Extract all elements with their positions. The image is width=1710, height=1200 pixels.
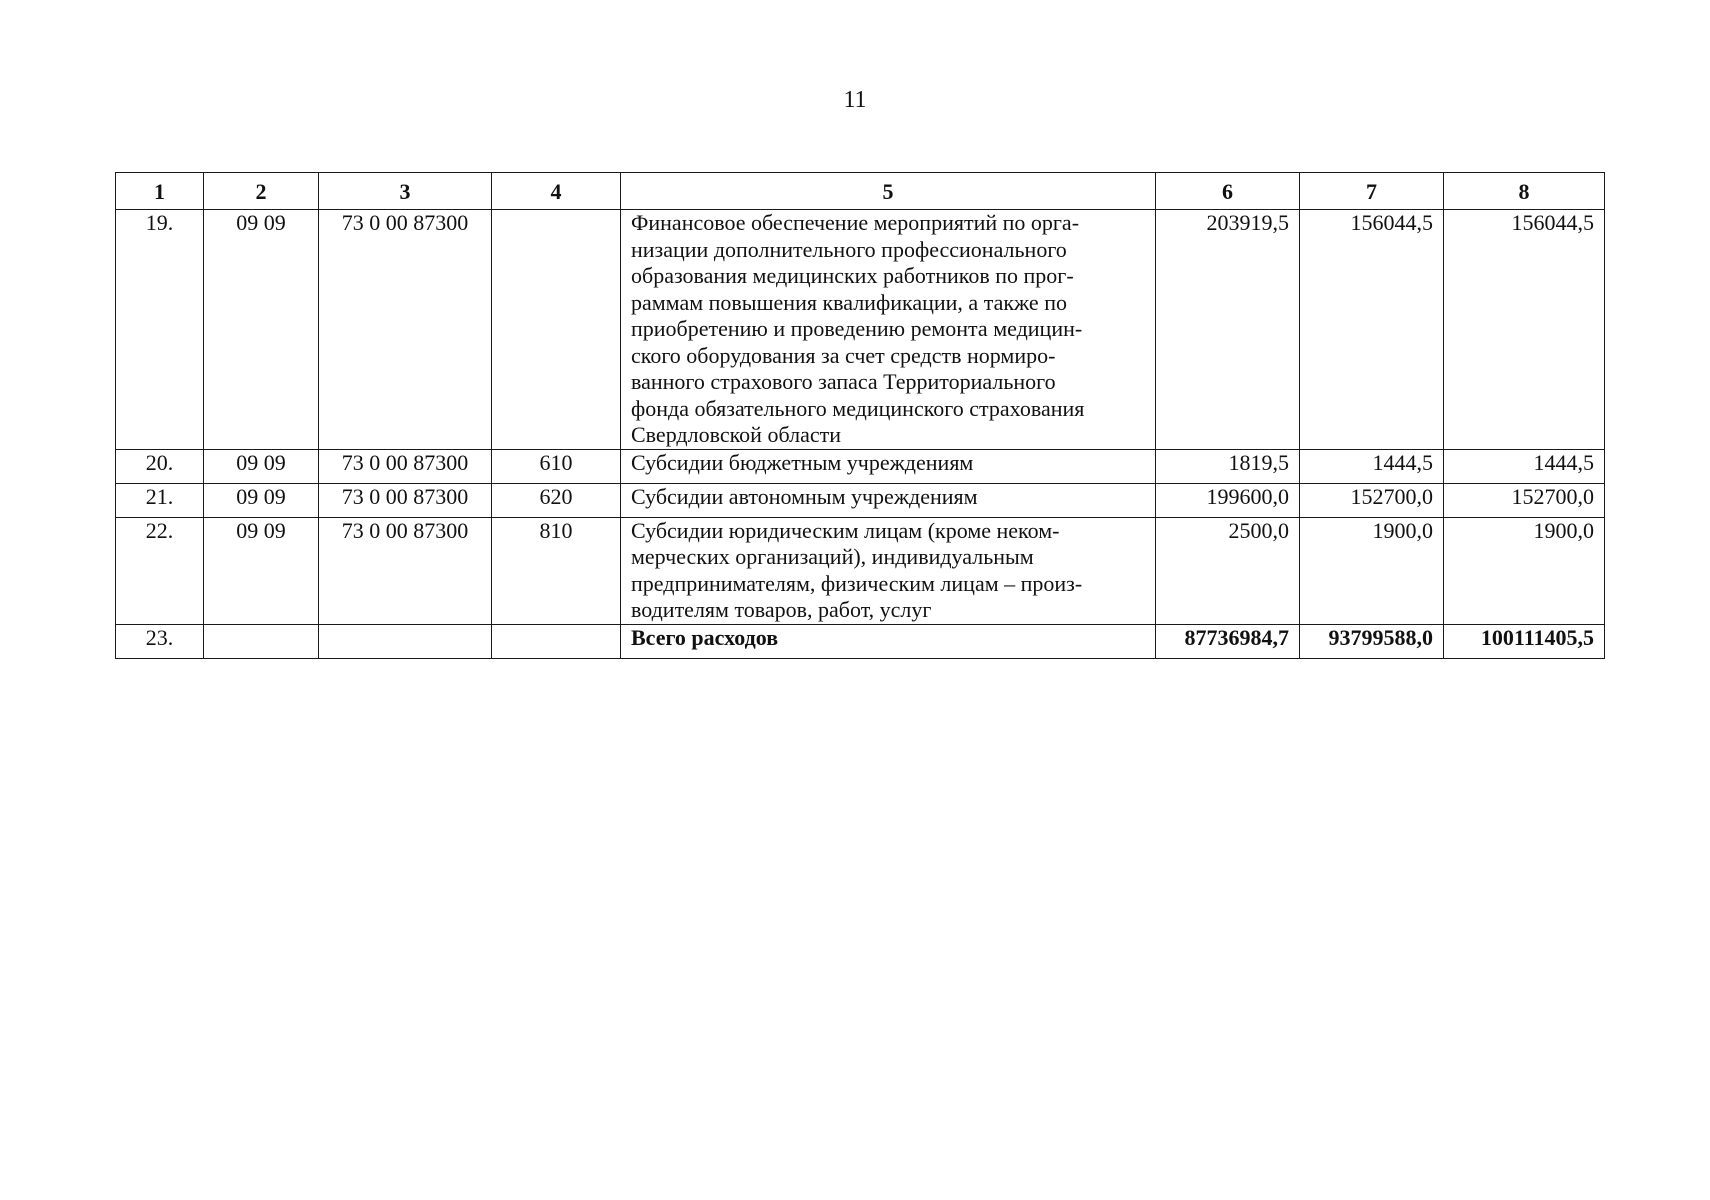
expense-type-code	[492, 210, 621, 450]
target-code	[319, 624, 492, 658]
amount-col8: 1900,0	[1444, 517, 1605, 624]
target-code: 73 0 00 87300	[319, 210, 492, 450]
total-row	[116, 624, 1605, 658]
amount-col7: 152700,0	[1300, 483, 1444, 517]
description-text: Финансовое обеспечение мероприятий по орга- низации дополнительного профессионального образования медицинских работников по прог- раммам повышения квалификации, а также по приобретению и проведению ремонта медицин- ского оборудования за счет средств нормиро- ванного страхового запаса Территориального фонда обязательного медицинского страхования Свердловской области	[631, 210, 1085, 447]
header-cell: 4	[492, 173, 621, 210]
total-label: Всего расходов	[631, 624, 779, 650]
row-number: 19.	[116, 210, 204, 450]
amount-col6: 2500,0	[1156, 517, 1300, 624]
amount-col7: 156044,5	[1300, 210, 1444, 450]
description-cell	[621, 449, 1156, 483]
total-col8: 100111405,5	[1444, 624, 1605, 658]
section-code: 09 09	[204, 517, 319, 624]
header-row	[116, 173, 1605, 210]
amount-col6: 199600,0	[1156, 483, 1300, 517]
header-cell: 6	[1156, 173, 1300, 210]
header-cell: 1	[116, 173, 204, 210]
expense-type-code	[492, 624, 621, 658]
section-code	[204, 624, 319, 658]
target-code: 73 0 00 87300	[319, 449, 492, 483]
description-text: Субсидии бюджетным учреждениям	[631, 449, 974, 475]
description-text: Субсидии автономным учреждениям	[631, 483, 978, 509]
target-code: 73 0 00 87300	[319, 517, 492, 624]
budget-table	[115, 172, 1605, 659]
section-code: 09 09	[204, 449, 319, 483]
amount-col7: 1444,5	[1300, 449, 1444, 483]
row-number: 22.	[116, 517, 204, 624]
description-cell	[621, 210, 1156, 450]
description-cell	[621, 517, 1156, 624]
section-code: 09 09	[204, 483, 319, 517]
table-row	[116, 517, 1605, 624]
row-number: 20.	[116, 449, 204, 483]
expense-type-code: 620	[492, 483, 621, 517]
amount-col8: 152700,0	[1444, 483, 1605, 517]
amount-col8: 156044,5	[1444, 210, 1605, 450]
expense-type-code: 810	[492, 517, 621, 624]
amount-col6: 203919,5	[1156, 210, 1300, 450]
header-cell: 2	[204, 173, 319, 210]
target-code: 73 0 00 87300	[319, 483, 492, 517]
row-number: 21.	[116, 483, 204, 517]
header-cell: 5	[621, 173, 1156, 210]
header-cell: 3	[319, 173, 492, 210]
description-text: Субсидии юридическим лицам (кроме неком- мерческих организаций), индивидуальным предпринимателям, физическим лицам – произ- водителям товаров, работ, услуг	[631, 517, 1083, 622]
table-row	[116, 483, 1605, 517]
expense-type-code: 610	[492, 449, 621, 483]
description-cell	[621, 483, 1156, 517]
amount-col8: 1444,5	[1444, 449, 1605, 483]
table-row	[116, 449, 1605, 483]
header-cell: 8	[1444, 173, 1605, 210]
row-number: 23.	[116, 624, 204, 658]
header-cell: 7	[1300, 173, 1444, 210]
total-col7: 93799588,0	[1300, 624, 1444, 658]
page-number: 11	[843, 87, 867, 113]
amount-col6: 1819,5	[1156, 449, 1300, 483]
amount-col7: 1900,0	[1300, 517, 1444, 624]
table-row	[116, 210, 1605, 450]
section-code: 09 09	[204, 210, 319, 450]
description-cell	[621, 624, 1156, 658]
total-col6: 87736984,7	[1156, 624, 1300, 658]
